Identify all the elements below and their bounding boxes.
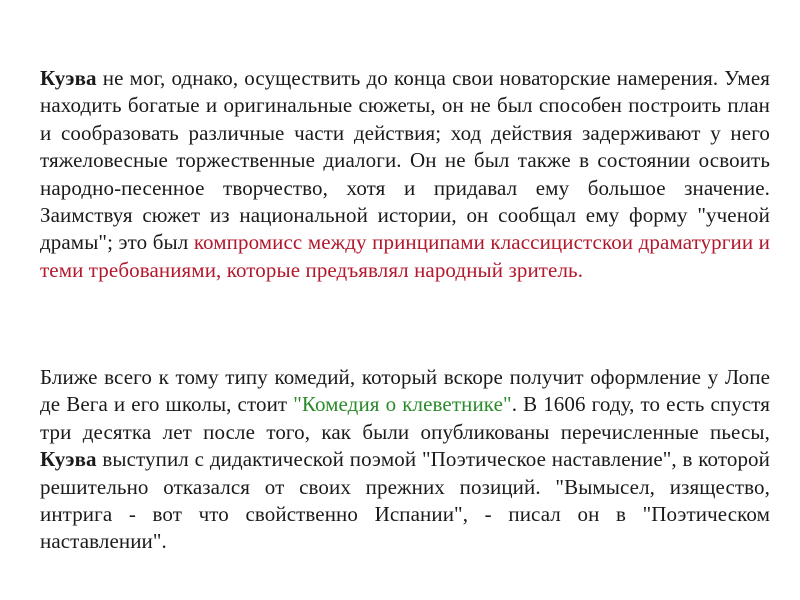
paragraph-text: не мог, однако, осуществить до конца свои новаторские намерения. Умея находить богатые и оригинальные сюжеты, он не был способен построить план и сообразовать различные части действия; ход действия задерживают у него тяжеловесные торжественные диалоги. Он не был также в состоянии освоить народно-песенное творчество, хотя и придавал ему большое значение. Заимствуя сюжет из национальной истории, он сообщал ему форму "ученой драмы"; это был [40,66,770,255]
paragraph-2 [40,364,770,556]
paragraph-text: выступил с дидактической поэмой "Поэтическое наставление", в которой решительно отказался от своих прежних позиций. "Вымысел, изящество, интрига - вот что свойственно Испании", - писал он в "Поэтическом наставлении". [40,447,770,554]
paragraph-text: . В 1606 году, то есть спустя три десятка лет после того, как были опубликованы перечисленные пьесы, [40,392,771,444]
author-name: Куэва [40,66,97,90]
highlighted-compromise-text: компромисс между принципами классицистскои драматургии и теми требованиями, которые предъявлял народный зритель. [40,230,770,282]
highlighted-comedy-title: "Комедия о клеветнике" [293,392,512,417]
paragraph-text: Ближе всего к тому типу комедий, который вскоре получит оформление у Лопе де Вега и его школы, стоит [40,365,770,417]
author-name: Куэва [40,447,97,472]
paragraph-1 [40,65,770,284]
